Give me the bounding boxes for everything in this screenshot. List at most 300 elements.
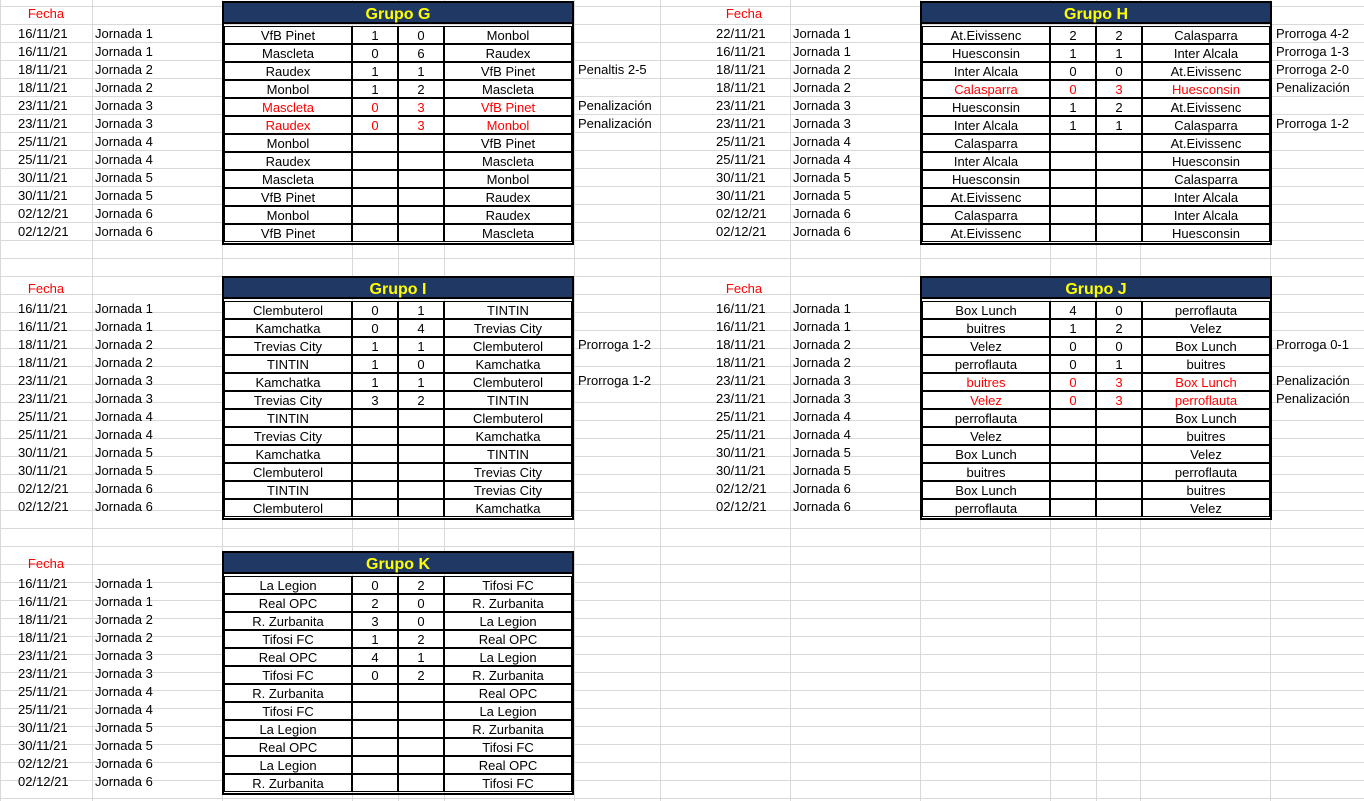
away-score-cell[interactable] [1096, 445, 1142, 463]
home-team-cell[interactable]: R. Zurbanita [224, 774, 352, 792]
away-score-cell[interactable]: 0 [398, 355, 444, 373]
away-team-cell[interactable]: R. Zurbanita [444, 720, 572, 738]
away-score-cell[interactable]: 1 [1096, 44, 1142, 62]
home-score-cell[interactable] [352, 427, 398, 445]
away-team-cell[interactable]: Huesconsin [1142, 224, 1270, 242]
away-score-cell[interactable]: 2 [1096, 26, 1142, 44]
home-team-cell[interactable]: Tifosi FC [224, 666, 352, 684]
match-jornada[interactable]: Jornada 6 [793, 499, 851, 514]
home-team-cell[interactable]: Mascleta [224, 170, 352, 188]
home-score-cell[interactable] [1050, 409, 1096, 427]
home-team-cell[interactable]: Trevias City [224, 427, 352, 445]
away-score-cell[interactable]: 2 [398, 391, 444, 409]
away-score-cell[interactable] [398, 134, 444, 152]
away-score-cell[interactable]: 2 [398, 666, 444, 684]
match-date[interactable]: 25/11/21 [716, 409, 766, 424]
match-jornada[interactable]: Jornada 6 [793, 224, 851, 239]
away-team-cell[interactable]: Velez [1142, 499, 1270, 517]
away-team-cell[interactable]: Tifosi FC [444, 738, 572, 756]
match-date[interactable]: 16/11/21 [18, 44, 68, 59]
home-score-cell[interactable]: 4 [1050, 301, 1096, 319]
away-team-cell[interactable]: buitres [1142, 355, 1270, 373]
match-jornada[interactable]: Jornada 3 [793, 373, 851, 388]
home-team-cell[interactable]: Inter Alcala [922, 62, 1050, 80]
away-team-cell[interactable]: Raudex [444, 206, 572, 224]
away-team-cell[interactable]: Clembuterol [444, 409, 572, 427]
away-score-cell[interactable]: 1 [398, 373, 444, 391]
away-team-cell[interactable]: Mascleta [444, 152, 572, 170]
away-score-cell[interactable]: 1 [398, 62, 444, 80]
match-jornada[interactable]: Jornada 1 [95, 594, 153, 609]
match-jornada[interactable]: Jornada 5 [793, 445, 851, 460]
away-score-cell[interactable]: 1 [398, 337, 444, 355]
match-date[interactable]: 16/11/21 [18, 594, 68, 609]
home-team-cell[interactable]: TINTIN [224, 355, 352, 373]
away-score-cell[interactable]: 0 [398, 612, 444, 630]
home-score-cell[interactable]: 0 [352, 44, 398, 62]
match-note[interactable]: Prorroga 0-1 [1276, 337, 1349, 352]
away-team-cell[interactable]: Kamchatka [444, 355, 572, 373]
home-team-cell[interactable]: Real OPC [224, 738, 352, 756]
match-jornada[interactable]: Jornada 3 [95, 666, 153, 681]
match-jornada[interactable]: Jornada 1 [793, 26, 851, 41]
match-date[interactable]: 25/11/21 [18, 684, 68, 699]
match-jornada[interactable]: Jornada 5 [95, 738, 153, 753]
away-score-cell[interactable] [398, 409, 444, 427]
home-score-cell[interactable]: 1 [352, 80, 398, 98]
home-team-cell[interactable]: Velez [922, 427, 1050, 445]
home-team-cell[interactable]: R. Zurbanita [224, 684, 352, 702]
match-date[interactable]: 23/11/21 [18, 373, 68, 388]
match-date[interactable]: 25/11/21 [716, 427, 766, 442]
home-score-cell[interactable] [352, 499, 398, 517]
away-score-cell[interactable]: 1 [398, 301, 444, 319]
home-score-cell[interactable] [1050, 224, 1096, 242]
match-date[interactable]: 25/11/21 [18, 152, 68, 167]
away-team-cell[interactable]: Monbol [444, 116, 572, 134]
match-date[interactable]: 25/11/21 [18, 702, 68, 717]
away-score-cell[interactable] [398, 756, 444, 774]
match-jornada[interactable]: Jornada 3 [95, 98, 153, 113]
away-team-cell[interactable]: Box Lunch [1142, 409, 1270, 427]
home-team-cell[interactable]: Box Lunch [922, 445, 1050, 463]
home-team-cell[interactable]: Raudex [224, 152, 352, 170]
away-score-cell[interactable] [398, 499, 444, 517]
home-score-cell[interactable] [352, 445, 398, 463]
home-team-cell[interactable]: Monbol [224, 134, 352, 152]
match-jornada[interactable]: Jornada 6 [793, 481, 851, 496]
away-score-cell[interactable] [398, 152, 444, 170]
match-date[interactable]: 30/11/21 [18, 188, 68, 203]
home-team-cell[interactable]: TINTIN [224, 481, 352, 499]
home-team-cell[interactable]: Mascleta [224, 98, 352, 116]
match-jornada[interactable]: Jornada 5 [793, 170, 851, 185]
match-jornada[interactable]: Jornada 6 [95, 224, 153, 239]
home-team-cell[interactable]: Monbol [224, 206, 352, 224]
match-date[interactable]: 16/11/21 [716, 301, 766, 316]
home-score-cell[interactable] [352, 152, 398, 170]
match-jornada[interactable]: Jornada 2 [95, 355, 153, 370]
match-jornada[interactable]: Jornada 4 [95, 427, 153, 442]
home-score-cell[interactable]: 0 [352, 576, 398, 594]
home-team-cell[interactable]: Inter Alcala [922, 116, 1050, 134]
home-score-cell[interactable] [352, 738, 398, 756]
match-jornada[interactable]: Jornada 5 [95, 720, 153, 735]
away-team-cell[interactable]: perroflauta [1142, 391, 1270, 409]
away-score-cell[interactable]: 0 [1096, 301, 1142, 319]
match-date[interactable]: 23/11/21 [716, 98, 766, 113]
match-note[interactable]: Penaltis 2-5 [578, 62, 647, 77]
away-team-cell[interactable]: Kamchatka [444, 427, 572, 445]
home-score-cell[interactable] [1050, 481, 1096, 499]
match-date[interactable]: 30/11/21 [18, 720, 68, 735]
away-team-cell[interactable]: La Legion [444, 612, 572, 630]
home-team-cell[interactable]: Huesconsin [922, 170, 1050, 188]
home-score-cell[interactable] [1050, 445, 1096, 463]
match-date[interactable]: 30/11/21 [18, 463, 68, 478]
match-date[interactable]: 18/11/21 [18, 62, 68, 77]
home-team-cell[interactable]: Box Lunch [922, 301, 1050, 319]
home-team-cell[interactable]: Mascleta [224, 44, 352, 62]
match-jornada[interactable]: Jornada 5 [95, 445, 153, 460]
away-team-cell[interactable]: Trevias City [444, 463, 572, 481]
home-team-cell[interactable]: Tifosi FC [224, 702, 352, 720]
match-date[interactable]: 30/11/21 [716, 445, 766, 460]
away-team-cell[interactable]: Mascleta [444, 224, 572, 242]
home-score-cell[interactable] [352, 206, 398, 224]
away-team-cell[interactable]: Real OPC [444, 756, 572, 774]
match-date[interactable]: 30/11/21 [18, 738, 68, 753]
match-date[interactable]: 02/12/21 [716, 206, 767, 221]
away-team-cell[interactable]: La Legion [444, 702, 572, 720]
home-score-cell[interactable]: 0 [352, 116, 398, 134]
match-jornada[interactable]: Jornada 3 [95, 648, 153, 663]
match-jornada[interactable]: Jornada 2 [793, 355, 851, 370]
home-team-cell[interactable]: Calasparra [922, 80, 1050, 98]
away-team-cell[interactable]: Box Lunch [1142, 373, 1270, 391]
away-team-cell[interactable]: At.Eivissenc [1142, 134, 1270, 152]
home-team-cell[interactable]: buitres [922, 373, 1050, 391]
match-date[interactable]: 16/11/21 [716, 44, 766, 59]
match-date[interactable]: 02/12/21 [18, 499, 69, 514]
match-date[interactable]: 02/12/21 [18, 224, 69, 239]
home-team-cell[interactable]: Velez [922, 391, 1050, 409]
home-team-cell[interactable]: Trevias City [224, 337, 352, 355]
home-team-cell[interactable]: La Legion [224, 756, 352, 774]
home-score-cell[interactable]: 2 [352, 594, 398, 612]
match-date[interactable]: 30/11/21 [18, 170, 68, 185]
match-jornada[interactable]: Jornada 3 [793, 391, 851, 406]
match-jornada[interactable]: Jornada 3 [95, 391, 153, 406]
match-jornada[interactable]: Jornada 5 [95, 463, 153, 478]
home-score-cell[interactable]: 1 [1050, 98, 1096, 116]
home-team-cell[interactable]: perroflauta [922, 409, 1050, 427]
match-note[interactable]: Penalización [578, 116, 652, 131]
match-date[interactable]: 25/11/21 [18, 427, 68, 442]
away-score-cell[interactable] [1096, 224, 1142, 242]
home-team-cell[interactable]: Velez [922, 337, 1050, 355]
match-jornada[interactable]: Jornada 6 [95, 481, 153, 496]
home-score-cell[interactable] [1050, 206, 1096, 224]
away-team-cell[interactable]: Trevias City [444, 481, 572, 499]
home-team-cell[interactable]: VfB Pinet [224, 26, 352, 44]
away-team-cell[interactable]: Inter Alcala [1142, 206, 1270, 224]
away-team-cell[interactable]: Trevias City [444, 319, 572, 337]
away-team-cell[interactable]: Raudex [444, 188, 572, 206]
home-team-cell[interactable]: buitres [922, 319, 1050, 337]
away-score-cell[interactable]: 3 [1096, 80, 1142, 98]
away-score-cell[interactable] [398, 463, 444, 481]
home-score-cell[interactable]: 0 [352, 319, 398, 337]
match-date[interactable]: 23/11/21 [18, 116, 68, 131]
away-score-cell[interactable]: 1 [1096, 355, 1142, 373]
home-score-cell[interactable]: 1 [352, 355, 398, 373]
away-score-cell[interactable] [398, 774, 444, 792]
match-date[interactable]: 16/11/21 [18, 576, 68, 591]
away-team-cell[interactable]: TINTIN [444, 391, 572, 409]
away-team-cell[interactable]: VfB Pinet [444, 134, 572, 152]
home-score-cell[interactable]: 0 [1050, 62, 1096, 80]
away-team-cell[interactable]: Mascleta [444, 80, 572, 98]
away-score-cell[interactable] [1096, 152, 1142, 170]
home-score-cell[interactable]: 1 [1050, 44, 1096, 62]
home-team-cell[interactable]: Real OPC [224, 648, 352, 666]
away-score-cell[interactable] [398, 481, 444, 499]
home-score-cell[interactable] [1050, 427, 1096, 445]
match-jornada[interactable]: Jornada 3 [95, 116, 153, 131]
match-jornada[interactable]: Jornada 4 [95, 702, 153, 717]
away-score-cell[interactable] [1096, 206, 1142, 224]
home-team-cell[interactable]: Box Lunch [922, 481, 1050, 499]
match-date[interactable]: 16/11/21 [18, 319, 68, 334]
home-score-cell[interactable] [1050, 463, 1096, 481]
home-score-cell[interactable]: 0 [352, 666, 398, 684]
away-team-cell[interactable]: Raudex [444, 44, 572, 62]
home-team-cell[interactable]: La Legion [224, 576, 352, 594]
match-date[interactable]: 25/11/21 [18, 134, 68, 149]
match-date[interactable]: 18/11/21 [18, 630, 68, 645]
away-score-cell[interactable] [398, 720, 444, 738]
home-score-cell[interactable]: 1 [352, 62, 398, 80]
match-date[interactable]: 02/12/21 [18, 774, 69, 789]
match-date[interactable]: 16/11/21 [18, 26, 68, 41]
match-date[interactable]: 18/11/21 [18, 355, 68, 370]
away-score-cell[interactable]: 6 [398, 44, 444, 62]
match-jornada[interactable]: Jornada 4 [95, 134, 153, 149]
match-jornada[interactable]: Jornada 6 [95, 756, 153, 771]
match-jornada[interactable]: Jornada 1 [793, 44, 851, 59]
match-jornada[interactable]: Jornada 2 [95, 62, 153, 77]
home-score-cell[interactable]: 2 [1050, 26, 1096, 44]
away-score-cell[interactable] [398, 224, 444, 242]
home-team-cell[interactable]: Clembuterol [224, 301, 352, 319]
match-note[interactable]: Prorroga 1-2 [578, 373, 651, 388]
home-team-cell[interactable]: Inter Alcala [922, 152, 1050, 170]
home-team-cell[interactable]: VfB Pinet [224, 224, 352, 242]
match-jornada[interactable]: Jornada 4 [95, 409, 153, 424]
home-team-cell[interactable]: Clembuterol [224, 499, 352, 517]
home-team-cell[interactable]: buitres [922, 463, 1050, 481]
match-date[interactable]: 30/11/21 [716, 170, 766, 185]
match-jornada[interactable]: Jornada 4 [793, 134, 851, 149]
away-team-cell[interactable]: perroflauta [1142, 463, 1270, 481]
match-jornada[interactable]: Jornada 4 [793, 427, 851, 442]
match-note[interactable]: Penalización [578, 98, 652, 113]
match-jornada[interactable]: Jornada 1 [95, 26, 153, 41]
home-score-cell[interactable]: 1 [1050, 319, 1096, 337]
match-date[interactable]: 25/11/21 [18, 409, 68, 424]
away-score-cell[interactable] [398, 170, 444, 188]
match-date[interactable]: 30/11/21 [18, 445, 68, 460]
home-score-cell[interactable]: 0 [352, 301, 398, 319]
match-date[interactable]: 18/11/21 [716, 337, 766, 352]
match-date[interactable]: 02/12/21 [716, 499, 767, 514]
away-score-cell[interactable]: 2 [398, 80, 444, 98]
home-team-cell[interactable]: Clembuterol [224, 463, 352, 481]
match-jornada[interactable]: Jornada 1 [95, 44, 153, 59]
match-date[interactable]: 18/11/21 [18, 337, 68, 352]
match-date[interactable]: 23/11/21 [18, 391, 68, 406]
match-jornada[interactable]: Jornada 3 [95, 373, 153, 388]
away-team-cell[interactable]: VfB Pinet [444, 62, 572, 80]
home-score-cell[interactable]: 0 [352, 98, 398, 116]
match-jornada[interactable]: Jornada 2 [793, 62, 851, 77]
away-team-cell[interactable]: perroflauta [1142, 301, 1270, 319]
match-jornada[interactable]: Jornada 4 [793, 152, 851, 167]
away-score-cell[interactable] [1096, 463, 1142, 481]
away-team-cell[interactable]: Huesconsin [1142, 80, 1270, 98]
away-team-cell[interactable]: Real OPC [444, 684, 572, 702]
home-team-cell[interactable]: At.Eivissenc [922, 26, 1050, 44]
match-jornada[interactable]: Jornada 2 [95, 337, 153, 352]
away-score-cell[interactable]: 0 [1096, 337, 1142, 355]
match-jornada[interactable]: Jornada 5 [95, 188, 153, 203]
home-score-cell[interactable]: 3 [352, 391, 398, 409]
match-jornada[interactable]: Jornada 6 [95, 206, 153, 221]
match-jornada[interactable]: Jornada 2 [95, 612, 153, 627]
match-jornada[interactable]: Jornada 1 [95, 301, 153, 316]
away-score-cell[interactable] [1096, 134, 1142, 152]
match-note[interactable]: Prorroga 4-2 [1276, 26, 1349, 41]
home-score-cell[interactable] [1050, 499, 1096, 517]
away-score-cell[interactable]: 1 [1096, 116, 1142, 134]
away-score-cell[interactable] [1096, 481, 1142, 499]
away-team-cell[interactable]: Calasparra [1142, 26, 1270, 44]
match-jornada[interactable]: Jornada 5 [793, 188, 851, 203]
match-date[interactable]: 23/11/21 [18, 648, 68, 663]
away-score-cell[interactable]: 0 [398, 26, 444, 44]
match-date[interactable]: 02/12/21 [18, 206, 69, 221]
match-note[interactable]: Penalización [1276, 373, 1350, 388]
home-team-cell[interactable]: TINTIN [224, 409, 352, 427]
match-jornada[interactable]: Jornada 1 [793, 301, 851, 316]
home-score-cell[interactable]: 3 [352, 612, 398, 630]
match-date[interactable]: 18/11/21 [18, 80, 68, 95]
home-score-cell[interactable] [352, 684, 398, 702]
home-score-cell[interactable]: 0 [1050, 355, 1096, 373]
away-team-cell[interactable]: At.Eivissenc [1142, 98, 1270, 116]
home-score-cell[interactable] [352, 170, 398, 188]
away-team-cell[interactable]: At.Eivissenc [1142, 62, 1270, 80]
match-note[interactable]: Penalización [1276, 80, 1350, 95]
away-team-cell[interactable]: La Legion [444, 648, 572, 666]
home-score-cell[interactable] [352, 774, 398, 792]
home-score-cell[interactable] [352, 409, 398, 427]
home-score-cell[interactable]: 1 [352, 373, 398, 391]
away-score-cell[interactable]: 0 [398, 594, 444, 612]
match-date[interactable]: 22/11/21 [716, 26, 766, 41]
match-date[interactable]: 23/11/21 [18, 666, 68, 681]
match-date[interactable]: 18/11/21 [18, 612, 68, 627]
match-note[interactable]: Prorroga 2-0 [1276, 62, 1349, 77]
home-score-cell[interactable] [1050, 134, 1096, 152]
match-date[interactable]: 23/11/21 [716, 116, 766, 131]
match-date[interactable]: 02/12/21 [18, 481, 69, 496]
away-score-cell[interactable] [398, 738, 444, 756]
away-team-cell[interactable]: VfB Pinet [444, 98, 572, 116]
match-jornada[interactable]: Jornada 3 [793, 116, 851, 131]
match-date[interactable]: 30/11/21 [716, 463, 766, 478]
home-team-cell[interactable]: Raudex [224, 116, 352, 134]
away-team-cell[interactable]: Huesconsin [1142, 152, 1270, 170]
home-team-cell[interactable]: Huesconsin [922, 44, 1050, 62]
match-note[interactable]: Prorroga 1-3 [1276, 44, 1349, 59]
away-score-cell[interactable]: 3 [1096, 391, 1142, 409]
away-team-cell[interactable]: buitres [1142, 427, 1270, 445]
away-team-cell[interactable]: Monbol [444, 26, 572, 44]
home-score-cell[interactable] [352, 134, 398, 152]
away-team-cell[interactable]: Tifosi FC [444, 576, 572, 594]
away-score-cell[interactable]: 1 [398, 648, 444, 666]
match-jornada[interactable]: Jornada 6 [95, 499, 153, 514]
match-date[interactable]: 30/11/21 [716, 188, 766, 203]
match-jornada[interactable]: Jornada 2 [95, 80, 153, 95]
away-score-cell[interactable] [398, 684, 444, 702]
match-date[interactable]: 23/11/21 [18, 98, 68, 113]
away-score-cell[interactable]: 2 [1096, 319, 1142, 337]
away-team-cell[interactable]: Box Lunch [1142, 337, 1270, 355]
away-score-cell[interactable] [1096, 188, 1142, 206]
away-score-cell[interactable]: 2 [398, 630, 444, 648]
match-date[interactable]: 02/12/21 [18, 756, 69, 771]
match-date[interactable]: 16/11/21 [18, 301, 68, 316]
away-score-cell[interactable]: 3 [1096, 373, 1142, 391]
home-team-cell[interactable]: Huesconsin [922, 98, 1050, 116]
away-score-cell[interactable] [1096, 409, 1142, 427]
home-team-cell[interactable]: R. Zurbanita [224, 612, 352, 630]
away-team-cell[interactable]: Real OPC [444, 630, 572, 648]
home-team-cell[interactable]: Monbol [224, 80, 352, 98]
match-jornada[interactable]: Jornada 2 [95, 630, 153, 645]
home-team-cell[interactable]: Kamchatka [224, 319, 352, 337]
home-score-cell[interactable] [1050, 170, 1096, 188]
home-score-cell[interactable] [1050, 152, 1096, 170]
match-jornada[interactable]: Jornada 5 [793, 463, 851, 478]
home-team-cell[interactable]: Kamchatka [224, 373, 352, 391]
home-score-cell[interactable] [1050, 188, 1096, 206]
home-team-cell[interactable]: At.Eivissenc [922, 224, 1050, 242]
home-score-cell[interactable]: 4 [352, 648, 398, 666]
home-score-cell[interactable] [352, 702, 398, 720]
away-team-cell[interactable]: Velez [1142, 445, 1270, 463]
away-team-cell[interactable]: R. Zurbanita [444, 666, 572, 684]
away-score-cell[interactable]: 3 [398, 98, 444, 116]
home-score-cell[interactable] [352, 188, 398, 206]
home-score-cell[interactable]: 0 [1050, 391, 1096, 409]
away-score-cell[interactable] [398, 188, 444, 206]
away-score-cell[interactable] [1096, 427, 1142, 445]
home-team-cell[interactable]: Calasparra [922, 134, 1050, 152]
